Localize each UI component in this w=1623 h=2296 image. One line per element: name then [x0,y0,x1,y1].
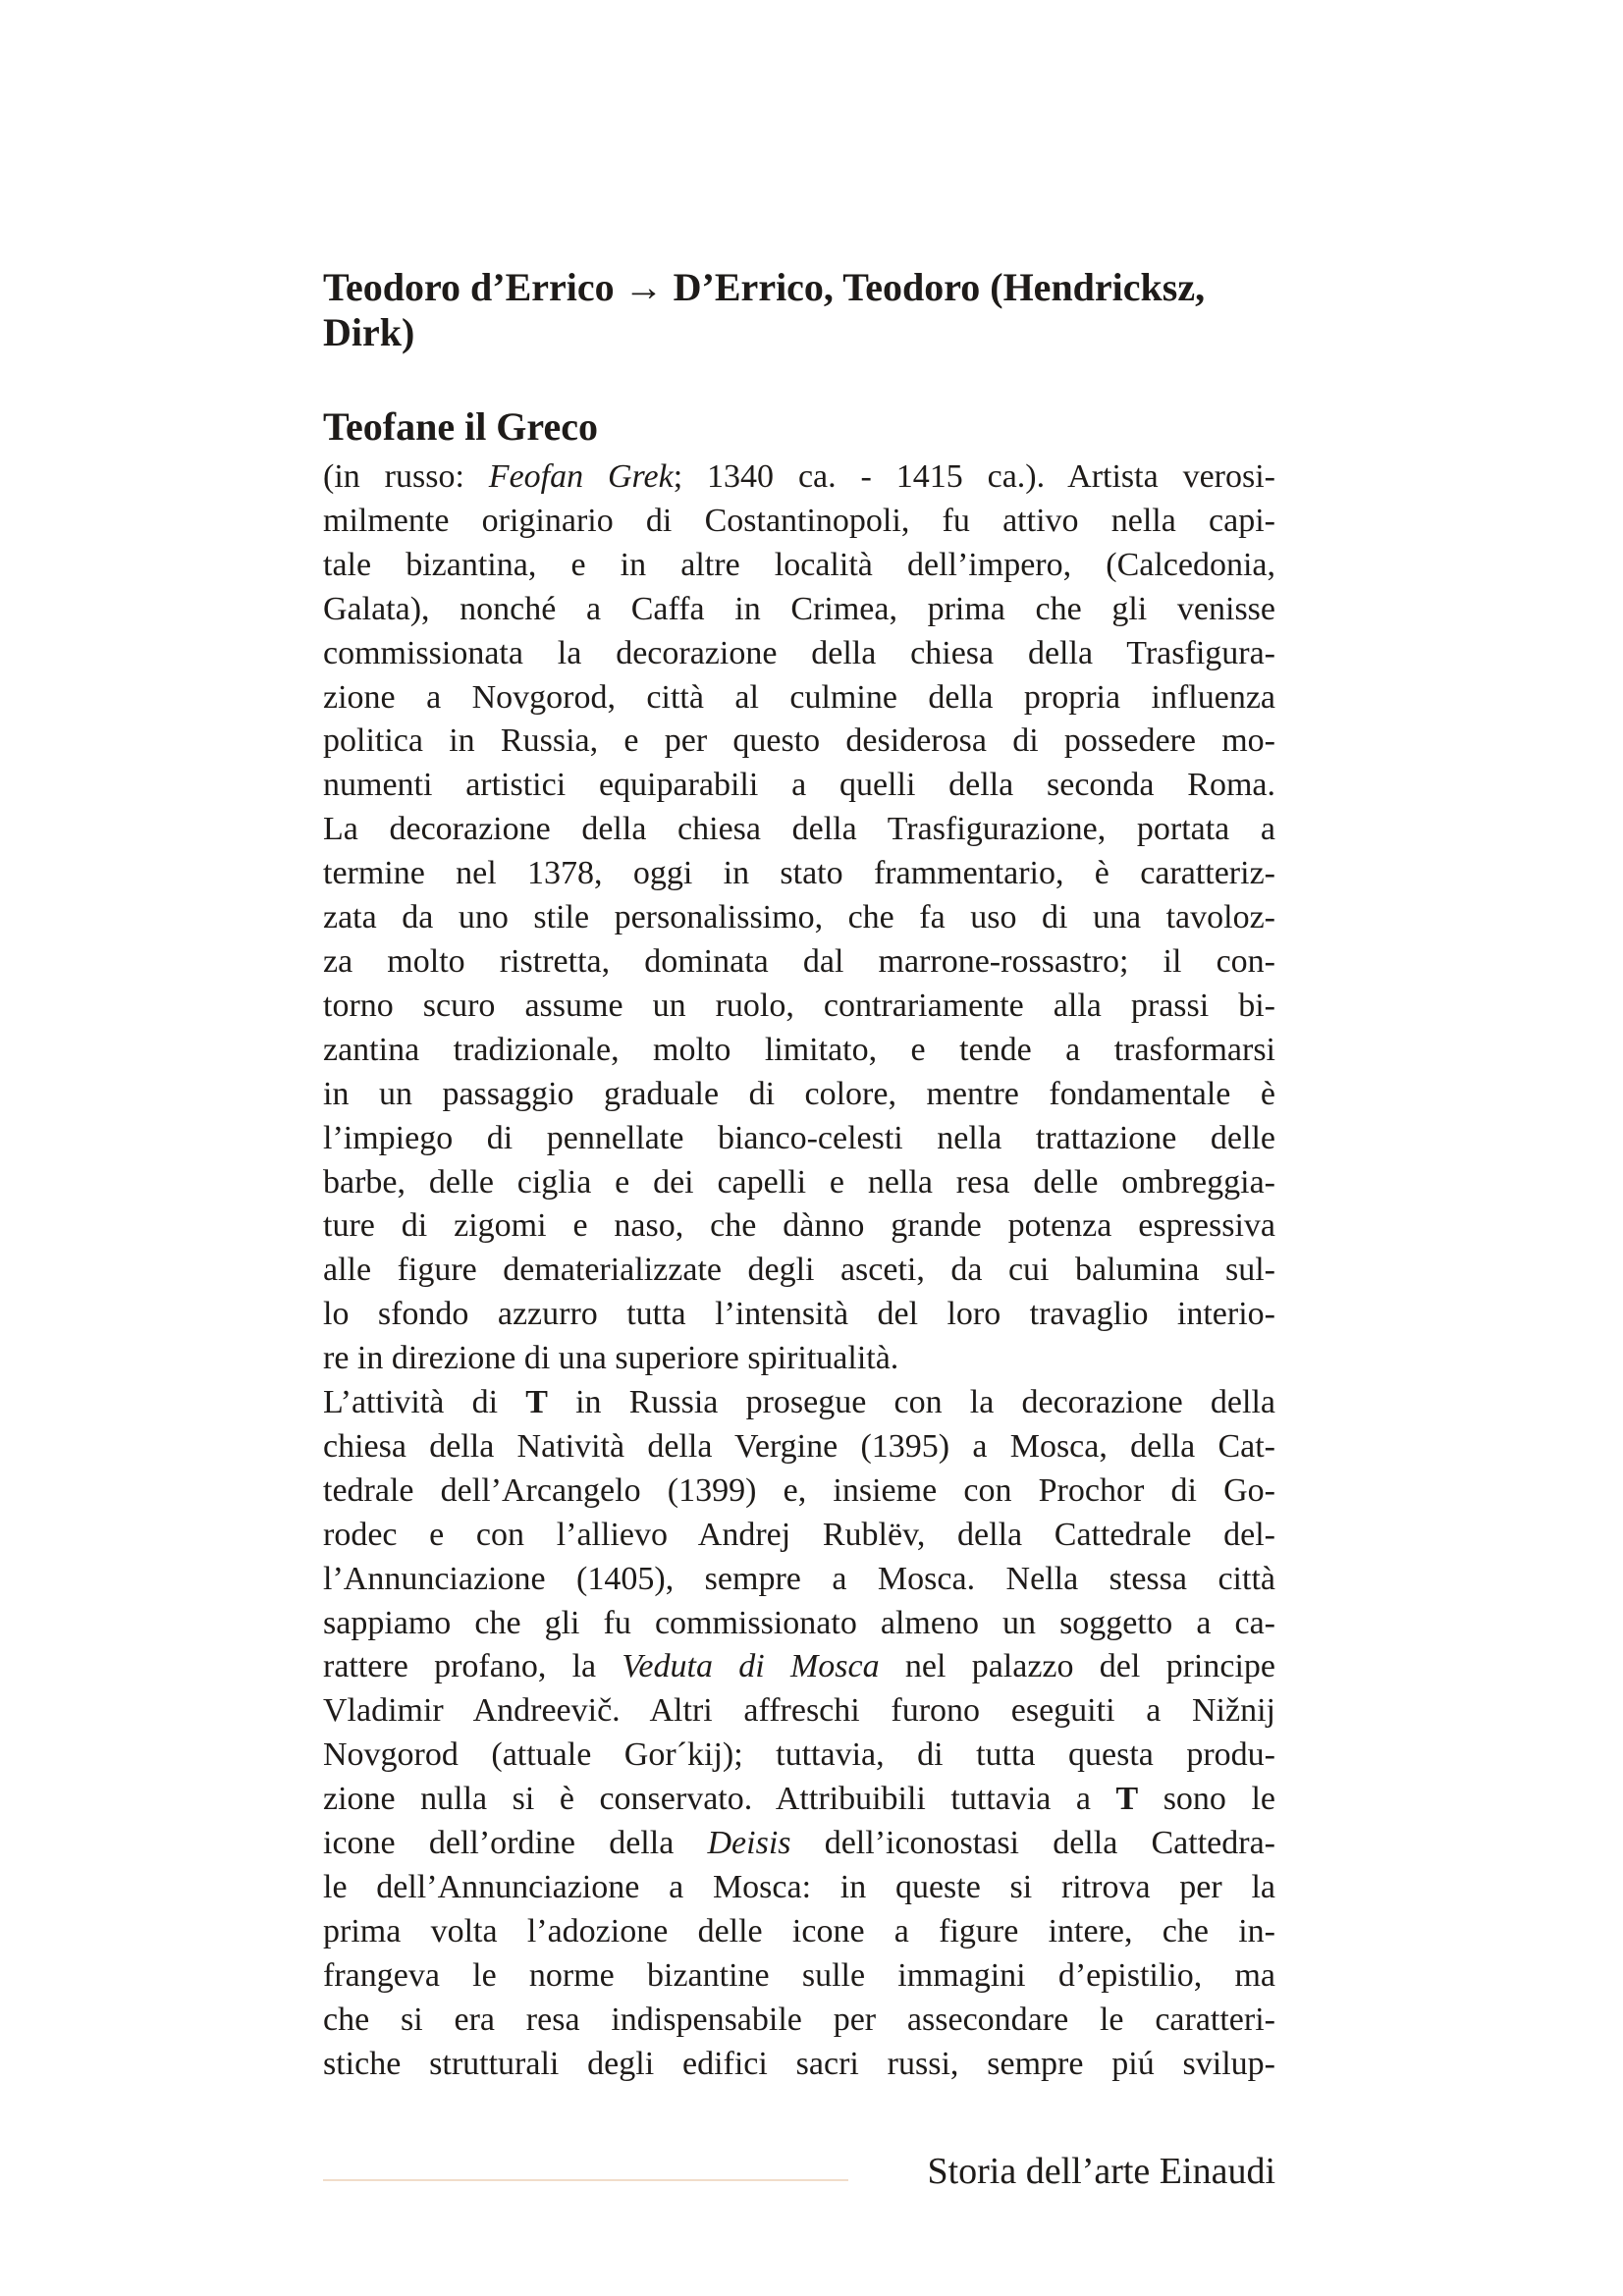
body-line: sappiamo che gli fu commissionato almeno un soggetto a ca- [323,1604,1275,1641]
page-footer [323,2150,1275,2192]
body-line: re in direzione di una superiore spiritualità. [323,1340,899,1377]
body-line: prima volta l’adozione delle icone a figure intere, che in- [323,1912,1275,1949]
body-line: za molto ristretta, dominata dal marrone-rossastro; il con- [323,942,1275,980]
body-line: zantina tradizionale, molto limitato, e tende a trasformarsi [323,1031,1275,1068]
body-line: politica in Russia, e per questo desiderosa di possedere mo- [323,722,1275,760]
body-line: termine nel 1378, oggi in stato frammentario, è caratteriz- [323,855,1275,892]
page-content [323,265,1275,2087]
crossref-target-continued: Dirk) [323,310,415,354]
italic-term: Deisis [707,1825,791,1862]
italic-term: Veduta di Mosca [622,1648,880,1685]
body-line: che si era resa indispensabile per assecondare le caratteri- [323,2001,1275,2038]
body-line: Novgorod (attuale Gor´kij); tuttavia, di tutta questa produ- [323,1736,1275,1774]
footer-rule [323,2179,848,2181]
body-line: l’Annunciazione (1405), sempre a Mosca. Nella stessa città [323,1560,1275,1597]
body-line: Galata), nonché a Caffa in Crimea, prima che gli venisse [323,590,1275,627]
body-line: torno scuro assume un ruolo, contrariamente alla prassi bi- [323,987,1275,1024]
body-line: frangeva le norme bizantine sulle immagini d’epistilio, ma [323,1956,1275,1994]
body-line: tale bizantina, e in altre località dell’impero, (Calcedonia, [323,546,1275,583]
body-line: barbe, delle ciglia e dei capelli e nella resa delle ombreggia- [323,1163,1275,1201]
body-line: stiche strutturali degli edifici sacri russi, sempre piú svilup- [323,2045,1275,2082]
entry-title: Teofane il Greco [323,404,598,449]
body-line: lo sfondo azzurro tutta l’intensità del loro travaglio interio- [323,1296,1275,1333]
body-line: (in russo: Feofan Grek; 1340 ca. - 1415 ca.). Artista verosi- [323,458,1275,495]
body-line: numenti artistici equiparabili a quelli della seconda Roma. [323,767,1275,804]
body-line: le dell’Annunciazione a Mosca: in queste si ritrova per la [323,1869,1275,1905]
body-line: ture di zigomi e naso, che dànno grande potenza espressiva [323,1207,1275,1245]
body-line: l’impiego di pennellate bianco-celesti nella trattazione delle [323,1119,1275,1156]
body-line: commissionata la decorazione della chiesa della Trasfigura- [323,634,1275,671]
arrow-right-icon: → [623,265,664,309]
crossref-source: Teodoro d’Errico [323,265,615,309]
body-line: Vladimir Andreevič. Altri affreschi furono eseguiti a Nižnij [323,1692,1275,1730]
body-line: zione nulla si è conservato. Attribuibili tuttavia a T sono le [323,1781,1275,1818]
bold-initial: T [525,1384,548,1421]
body-line: milmente originario di Costantinopoli, fu attivo nella capi- [323,502,1275,539]
body-line: chiesa della Natività della Vergine (1395) a Mosca, della Cat- [323,1427,1275,1465]
body-line: tedrale dell’Arcangelo (1399) e, insieme con Prochor di Go- [323,1471,1275,1509]
body-line: rattere profano, la Veduta di Mosca nel palazzo del principe [323,1648,1275,1685]
entry-body [323,455,1275,2087]
body-line: zata da uno stile personalissimo, che fa uso di una tavoloz- [323,899,1275,936]
body-line: icone dell’ordine della Deisis dell’iconostasi della Cattedra- [323,1825,1275,1862]
body-line: zione a Novgorod, città al culmine della propria influenza [323,678,1275,716]
cross-reference-entry [323,265,1275,355]
italic-term: Feofan Grek [488,458,674,495]
body-line: rodec e con l’allievo Andrej Rublëv, della Cattedrale del- [323,1516,1275,1553]
body-line: in un passaggio graduale di colore, mentre fondamentale è [323,1075,1275,1112]
bold-initial: T [1115,1781,1139,1818]
body-line: L’attività di T in Russia prosegue con la decorazione della [323,1384,1275,1421]
footer-publication-title: Storia dell’arte Einaudi [927,2151,1275,2192]
crossref-target: D’Errico, Teodoro (Hendricksz, [673,265,1206,309]
body-line: La decorazione della chiesa della Trasfigurazione, portata a [323,811,1275,848]
body-line: alle figure dematerializzate degli asceti, da cui balumina sul- [323,1252,1275,1289]
